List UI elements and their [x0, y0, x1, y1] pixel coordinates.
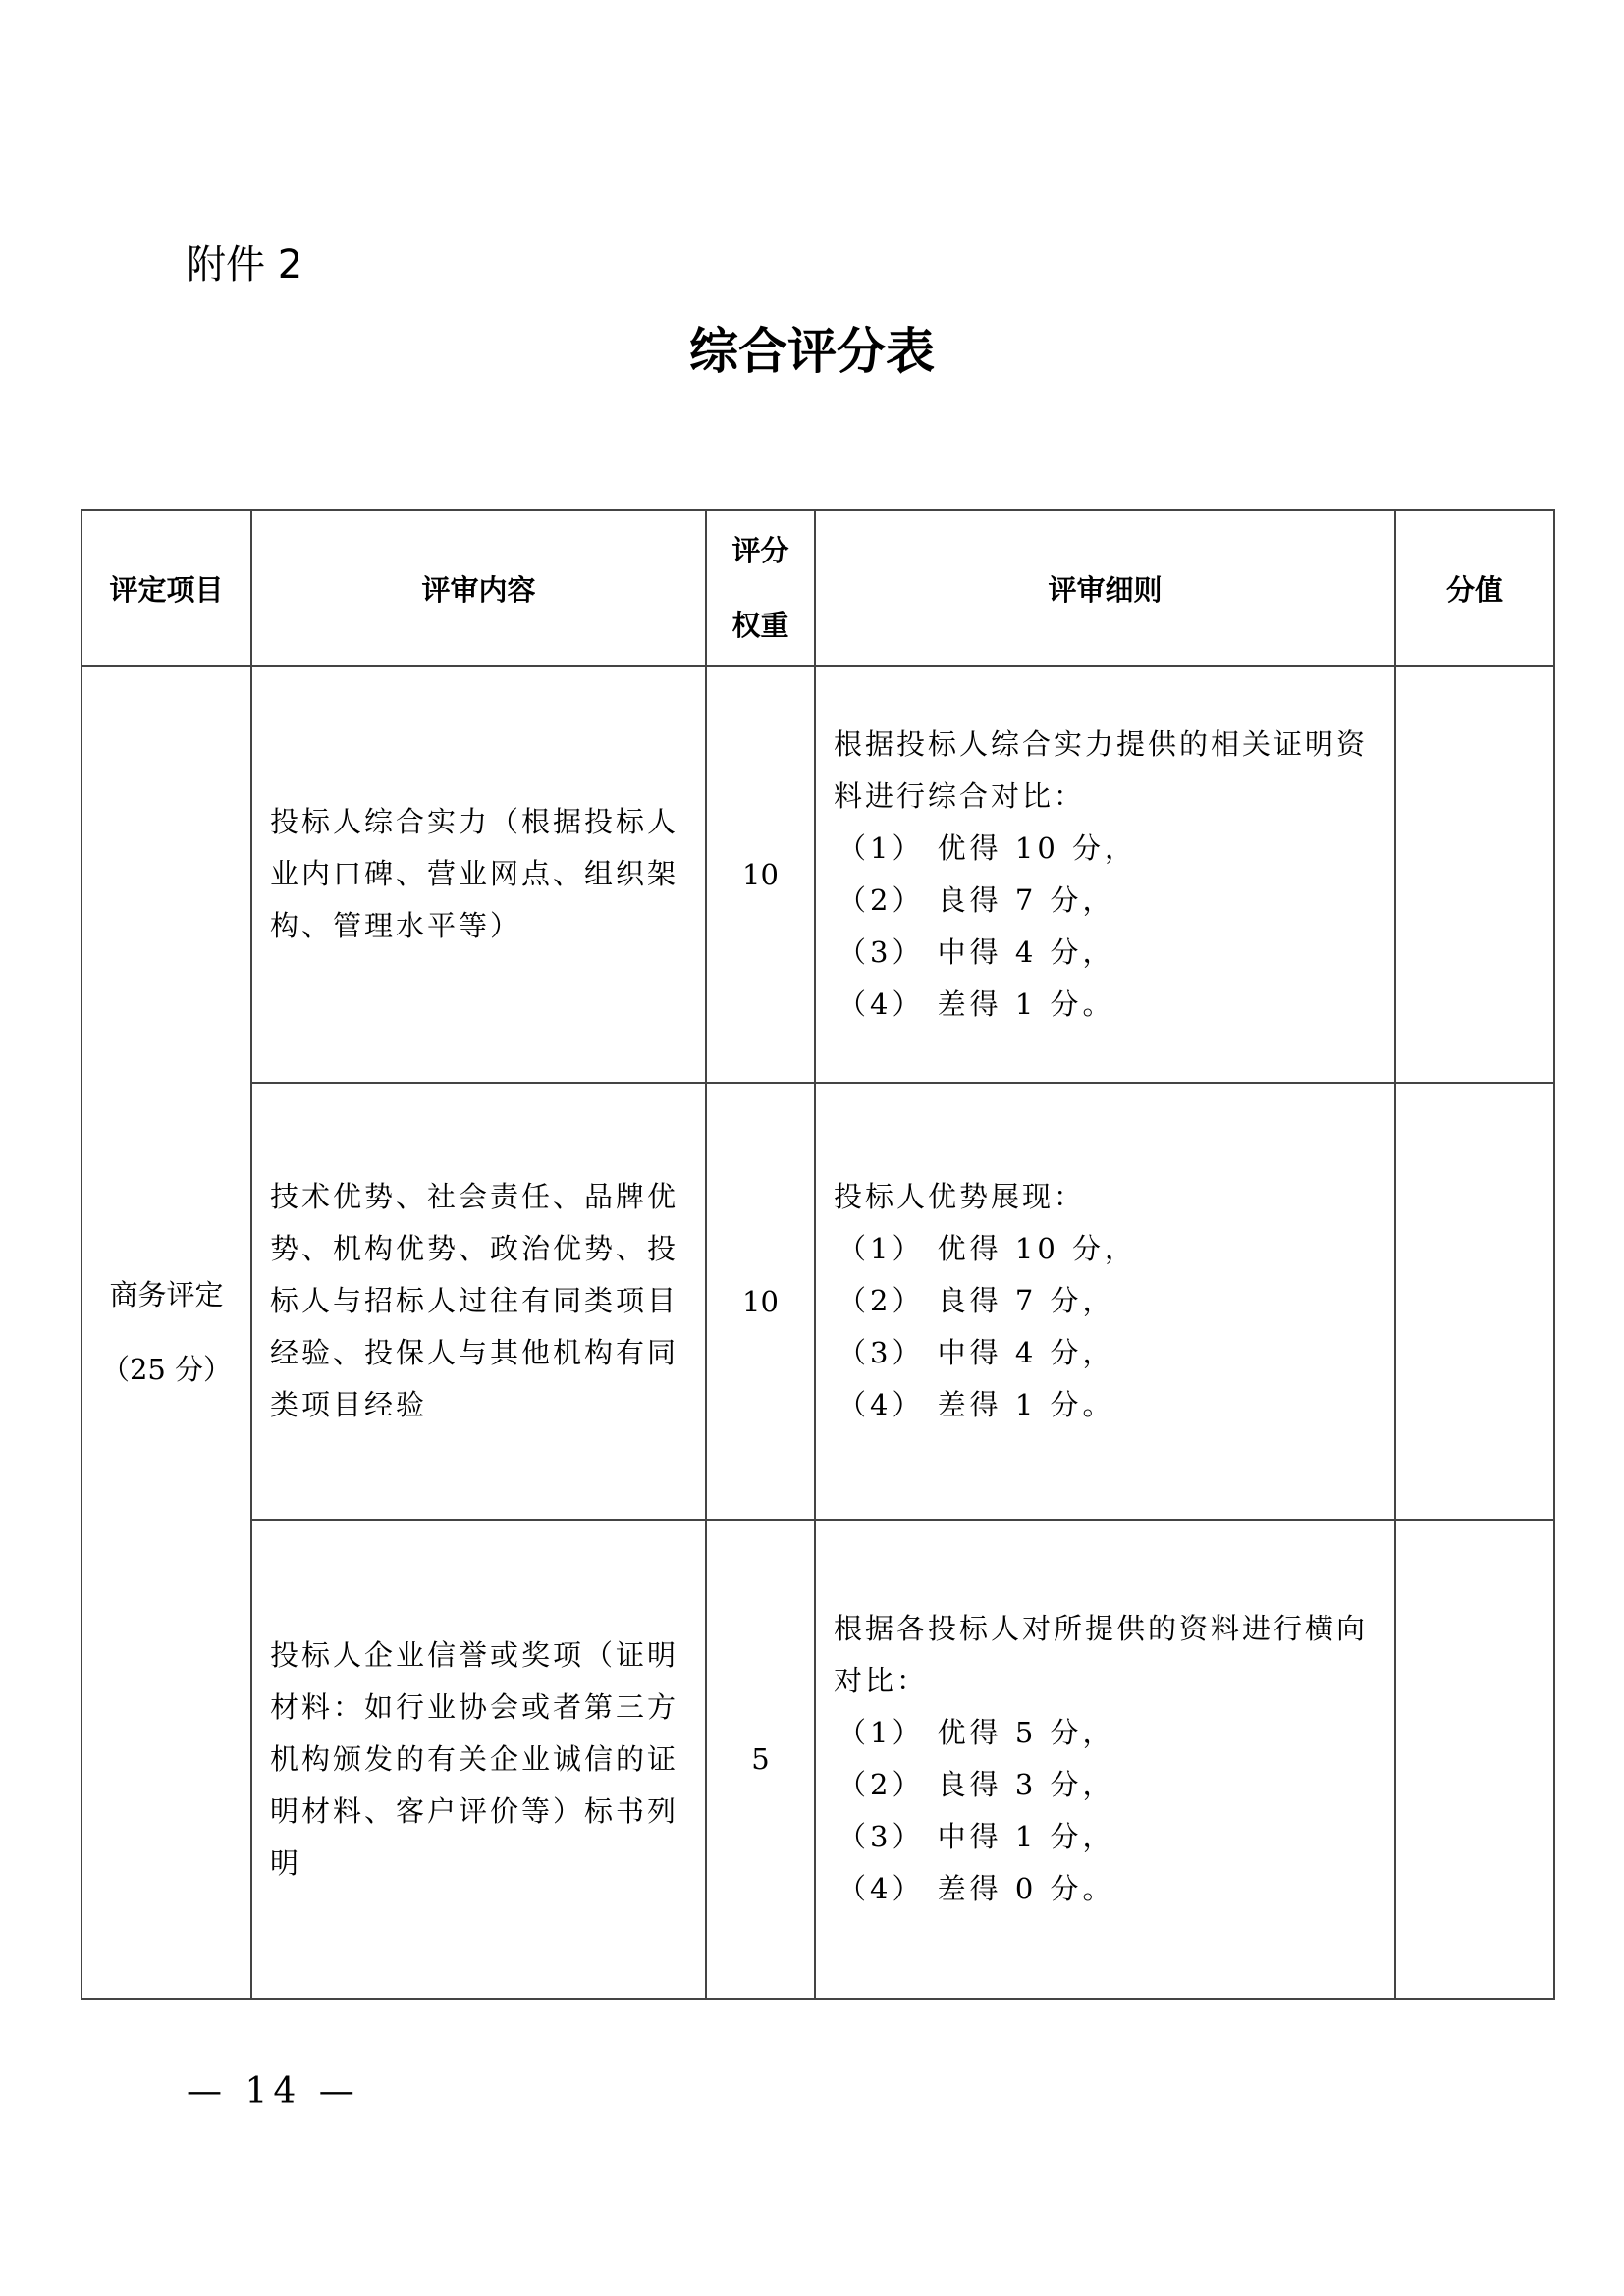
rule-level: （1） 优得 10 分，: [838, 1232, 1138, 1265]
table-header-row: [81, 510, 1554, 666]
header-category: 评定项目: [81, 510, 251, 666]
category-points: （25 分）: [100, 1353, 233, 1386]
category-name: 商务评定: [109, 1278, 224, 1311]
rule-cell: [815, 666, 1395, 1083]
table-row: [81, 1083, 1554, 1520]
rule-level: （2） 良得 7 分，: [838, 882, 1115, 917]
score-cell: [1395, 1083, 1554, 1520]
rule-level: （3） 中得 4 分，: [838, 934, 1115, 969]
attachment-label: 附件 2: [187, 242, 303, 288]
header-content: 评审内容: [251, 510, 706, 666]
rule-level: （2） 良得 3 分，: [838, 1768, 1115, 1801]
rule-cell: [815, 1520, 1395, 1999]
rule-level: （1） 优得 10 分，: [838, 830, 1138, 865]
scoring-table: [81, 509, 1555, 2000]
table-row: [81, 1520, 1554, 1999]
rule-intro: 根据各投标人对所提供的资料进行横向对比：: [834, 1612, 1369, 1697]
rule-level: （1） 优得 5 分，: [838, 1716, 1115, 1749]
rule-level: （2） 良得 7 分，: [838, 1284, 1115, 1317]
header-rules: 评审细则: [815, 510, 1395, 666]
rule-level: （4） 差得 1 分。: [838, 987, 1115, 1021]
content-cell: 技术优势、社会责任、品牌优势、机构优势、政治优势、投标人与招标人过往有同类项目经验、投保人与其他机构有同类项目经验: [251, 1083, 706, 1520]
rule-level: （4） 差得 0 分。: [838, 1872, 1115, 1905]
content-cell: 投标人综合实力（根据投标人业内口碑、营业网点、组织架构、管理水平等）: [251, 666, 706, 1083]
rule-level: （4） 差得 1 分。: [838, 1388, 1115, 1421]
rule-intro: 根据投标人综合实力提供的相关证明资料进行综合对比：: [834, 726, 1369, 813]
weight-cell: 10: [706, 666, 815, 1083]
rule-cell: [815, 1083, 1395, 1520]
content-cell: 投标人企业信誉或奖项（证明材料：如行业协会或者第三方机构颁发的有关企业诚信的证明材料、客户评价等）标书列明: [251, 1520, 706, 1999]
rule-level: （3） 中得 4 分，: [838, 1336, 1115, 1369]
weight-cell: 5: [706, 1520, 815, 1999]
header-weight: [706, 510, 815, 666]
score-cell: [1395, 1520, 1554, 1999]
rule-level: （3） 中得 1 分，: [838, 1820, 1115, 1853]
category-cell: [81, 666, 251, 1999]
score-cell: [1395, 666, 1554, 1083]
header-score: 分值: [1395, 510, 1554, 666]
table-row: [81, 666, 1554, 1083]
page-number: — 14 —: [187, 2071, 360, 2111]
weight-cell: 10: [706, 1083, 815, 1520]
header-weight-line2: 权重: [731, 609, 789, 642]
page-title: 综合评分表: [689, 322, 935, 380]
header-weight-line1: 评分: [731, 534, 789, 567]
rule-intro: 投标人优势展现：: [834, 1180, 1086, 1213]
